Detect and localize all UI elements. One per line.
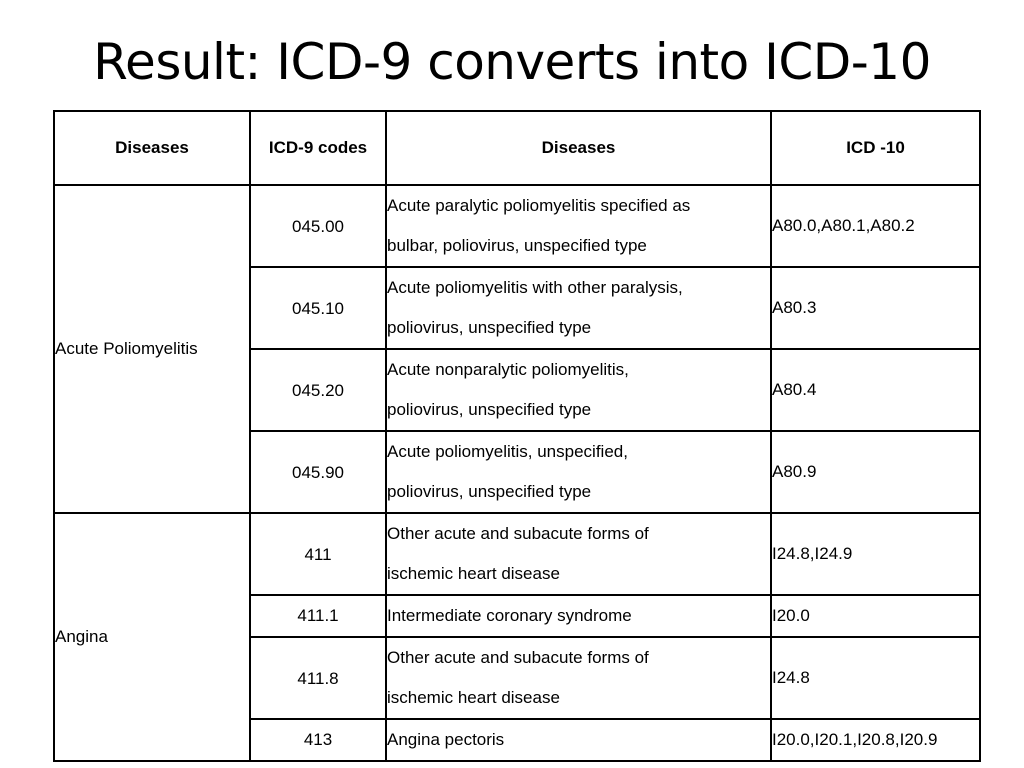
icd9-code-cell: [250, 595, 386, 637]
icd-conversion-table: [53, 110, 981, 762]
icd9-code: 045.00: [292, 217, 344, 236]
table-row: [54, 513, 980, 595]
disease-group-cell: Acute Poliomyelitis: [54, 185, 250, 513]
description-line: Other acute and subacute forms of: [387, 648, 649, 667]
icd10-code-cell: [771, 349, 980, 431]
description-line: Acute poliomyelitis with other paralysis,: [387, 278, 683, 297]
icd10-code-cell: [771, 267, 980, 349]
slide-title: Result: ICD-9 converts into ICD-10: [93, 33, 931, 91]
header-diseases-group: Diseases: [54, 111, 250, 185]
icd9-code-cell: [250, 719, 386, 761]
icd9-code-cell: [250, 513, 386, 595]
icd10-code: A80.3: [772, 298, 817, 317]
table-header-row: [54, 111, 980, 185]
icd9-code: 411.1: [297, 606, 339, 625]
description-cell: [386, 431, 771, 513]
description-line: Acute poliomyelitis, unspecified,: [387, 442, 628, 461]
description-cell: [386, 267, 771, 349]
description-line: ischemic heart disease: [387, 564, 560, 583]
icd9-code-cell: [250, 185, 386, 267]
icd10-code: A80.9: [772, 462, 817, 481]
icd10-code: I20.0,I20.1,I20.8,I20.9: [772, 730, 938, 749]
icd9-code-cell: [250, 431, 386, 513]
icd9-code-cell: [250, 349, 386, 431]
header-icd9-codes: ICD-9 codes: [250, 111, 386, 185]
icd9-code-cell: [250, 637, 386, 719]
icd10-code-cell: [771, 513, 980, 595]
icd9-code: 411: [304, 545, 332, 564]
header-icd10: ICD -10: [771, 111, 980, 185]
description-line: Angina pectoris: [387, 730, 505, 749]
icd10-code-cell: [771, 431, 980, 513]
description-cell: [386, 637, 771, 719]
icd10-code-cell: [771, 185, 980, 267]
icd9-code: 045.10: [292, 299, 344, 318]
icd10-code: I24.8: [772, 668, 810, 687]
icd9-code: 045.20: [292, 381, 344, 400]
description-line: Other acute and subacute forms of: [387, 524, 649, 543]
icd9-code: 411.8: [297, 669, 339, 688]
icd9-code: 413: [303, 730, 333, 749]
description-line: Acute paralytic poliomyelitis specified as: [387, 196, 691, 215]
description-line: bulbar, poliovirus, unspecified type: [387, 236, 647, 255]
icd10-code: A80.4: [772, 380, 817, 399]
description-line: poliovirus, unspecified type: [387, 318, 592, 337]
description-line: Intermediate coronary syndrome: [387, 606, 632, 625]
table-row: [54, 185, 980, 267]
icd10-code: A80.0,A80.1,A80.2: [772, 216, 915, 235]
description-line: poliovirus, unspecified type: [387, 400, 592, 419]
description-cell: [386, 595, 771, 637]
icd10-code-cell: [771, 595, 980, 637]
disease-group-cell: Angina: [54, 513, 250, 761]
icd9-code-cell: [250, 267, 386, 349]
header-diseases-description: Diseases: [386, 111, 771, 185]
description-line: poliovirus, unspecified type: [387, 482, 592, 501]
icd10-code: I24.8,I24.9: [772, 544, 853, 563]
icd10-code: I20.0: [772, 606, 810, 625]
description-line: ischemic heart disease: [387, 688, 560, 707]
description-cell: [386, 513, 771, 595]
icd9-code: 045.90: [292, 463, 344, 482]
icd10-code-cell: [771, 637, 980, 719]
icd10-code-cell: [771, 719, 980, 761]
description-cell: [386, 349, 771, 431]
description-cell: [386, 719, 771, 761]
description-cell: [386, 185, 771, 267]
description-line: Acute nonparalytic poliomyelitis,: [387, 360, 629, 379]
